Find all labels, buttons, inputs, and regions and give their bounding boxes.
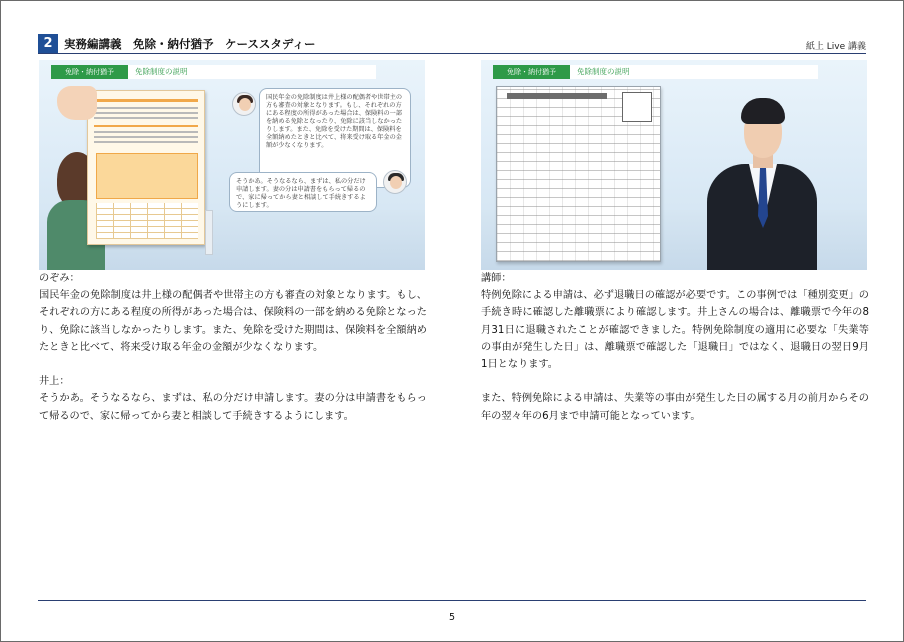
dialogue-right — [481, 270, 869, 442]
separation-notice-form-image — [496, 86, 661, 262]
inoue-avatar — [383, 170, 407, 194]
exemption-leaflet-image — [87, 90, 205, 245]
slide-title-bar — [51, 65, 376, 79]
slide-left — [39, 60, 425, 270]
slide-tag: 免除・納付猶予 — [493, 65, 570, 79]
dialogue-left — [39, 270, 427, 442]
dialogue-block — [481, 270, 869, 373]
footer-rule — [38, 600, 866, 601]
page-number: 5 — [448, 612, 456, 623]
lecturer-figure — [703, 98, 821, 270]
page-header — [38, 34, 866, 54]
slide-subtitle: 免除制度の説明 — [135, 67, 188, 76]
dialogue-text: 特例免除による申請は、必ず退職日の確認が必要です。この事例では「種別変更」の手続き時に確認した離職票により確認します。井上さんの場合は、離職票で今年の8月31日に退職されたことが確認できました。特例免除制度の適用に必要な「失業等の事由が発生した日」は、離職票で確認した「退職日」ではなく、退職日の翌日9月1日となります。 — [481, 290, 869, 371]
hand-figure — [57, 86, 97, 120]
slide-subtitle: 免除制度の説明 — [577, 67, 630, 76]
speaker-label: 井上： — [39, 376, 70, 388]
speaker-label: 講師： — [481, 273, 512, 284]
slide-title-bar — [493, 65, 818, 79]
speech-bubble-inoue: そうかあ。そうなるなら、まずは、私の分だけ申請します。妻の分は申請書をもらって帰るので、家に帰ってから妻と相談して手続きするようにします。 — [229, 172, 377, 212]
corner-label: 紙上 Live 講義 — [805, 42, 866, 52]
slide-right — [481, 60, 867, 270]
dialogue-block — [481, 390, 869, 424]
speaker-label: のぞみ： — [39, 273, 80, 284]
chapter-number: 2 — [38, 34, 58, 53]
dialogue-block — [39, 270, 427, 356]
nozomi-avatar — [232, 92, 256, 116]
speech-bubble-nozomi: 国民年金の免除制度は井上様の配偶者や世帯主の方も審査の対象となります。もし、それぞれの方にある程度の所得があった場合は、保険料の一部を納める免除となったり、免除に該当しなかったりします。また、免除を受けた期間は、保険料を全額納めたときと比べて、将来受け取る年金の金額が少なくなります。 — [259, 88, 411, 188]
lamp-decoration — [205, 210, 213, 255]
dialogue-text: そうかあ。そうなるなら、まずは、私の分だけ申請します。妻の分は申請書をもらって帰るので、家に帰ってから妻と相談して手続きするようにします。 — [39, 393, 427, 422]
dialogue-text: また、特例免除による申請は、失業等の事由が発生した日の属する月の前月からその年の翌々年の6月まで申請可能となっています。 — [481, 393, 869, 422]
chapter-title: 実務編講義 免除・納付猶予 ケーススタディー — [64, 37, 316, 51]
dialogue-text: 国民年金の免除制度は井上様の配偶者や世帯主の方も審査の対象となります。もし、それぞれの方にある程度の所得があった場合は、保険料の一部を納める免除となったり、免除に該当しなかったりします。また、免除を受けた期間は、保険料を全額納めたときと比べて、将来受け取る年金の金額が少なくなります。 — [39, 290, 427, 353]
dialogue-block — [39, 373, 427, 425]
slide-tag: 免除・納付猶予 — [51, 65, 128, 79]
